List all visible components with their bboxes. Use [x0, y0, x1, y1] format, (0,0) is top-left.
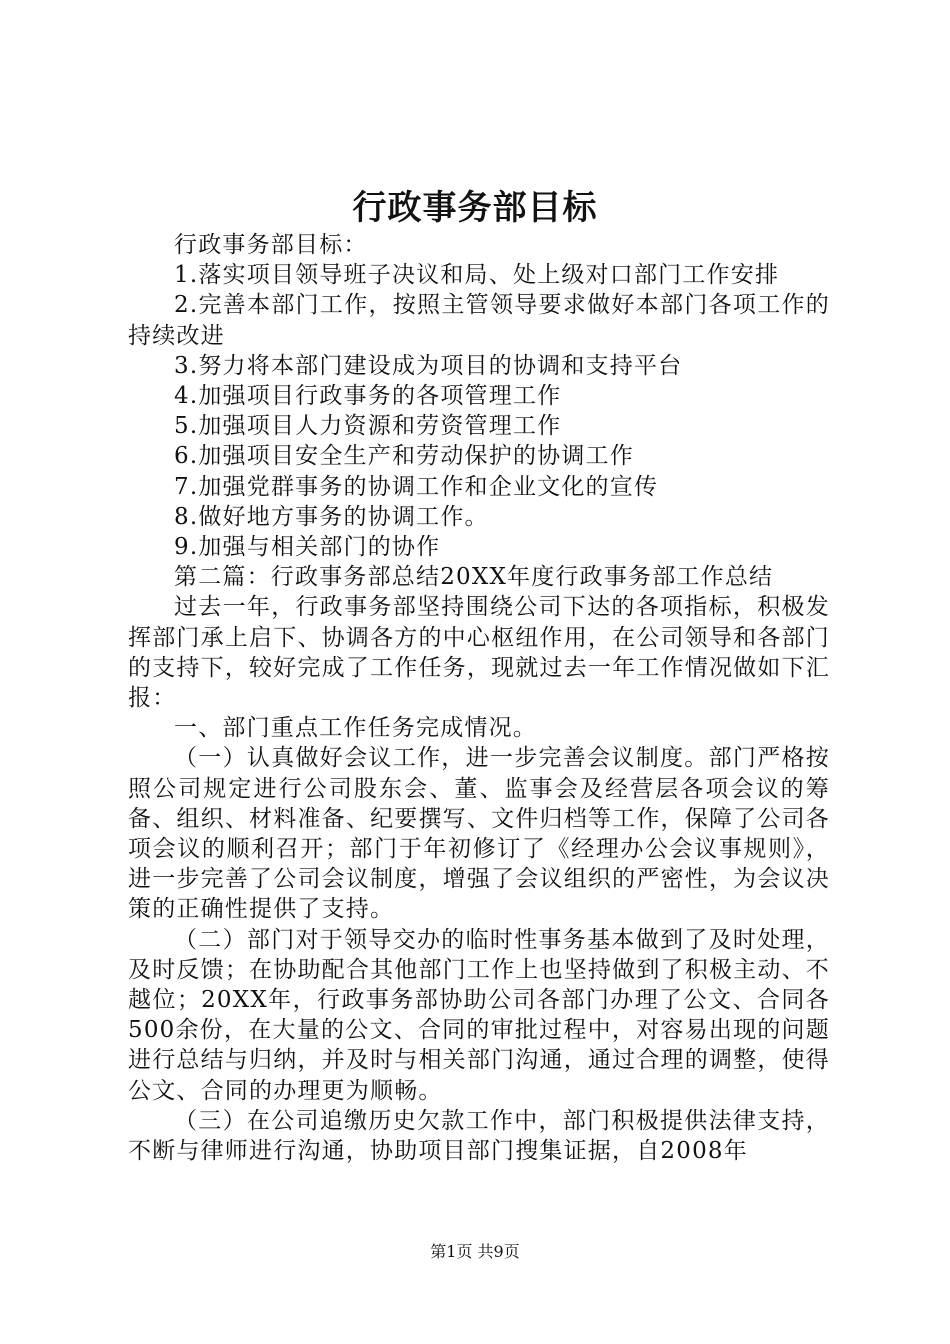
- paragraph: 5.加强项目人力资源和劳资管理工作: [174, 413, 562, 440]
- paragraph: 行政事务部目标：: [174, 232, 368, 258]
- paragraph: 一、部门重点工作任务完成情况。: [174, 715, 537, 742]
- paragraph: 3.努力将本部门建设成为项目的协调和支持平台: [174, 352, 683, 379]
- paragraph: 1.落实项目领导班子决议和局、处上级对口部门工作安排: [174, 262, 780, 289]
- paragraph: （二）部门对于领导交办的临时性事务基本做到了及时处理，及时反馈；在协助配合其他部门工作上也坚持做到了积极主动、不越位；20XX年，行政事务部协助公司各部门办理了公文、合同各500余份，在大量的公文、合同的审批过程中，对容易出现的问题进行总结与归纳，并及时与相关部门沟通，通过合理的调整，使得公文、合同的办理更为顺畅。: [128, 926, 830, 1104]
- paragraph: 6.加强项目安全生产和劳动保护的协调工作: [174, 443, 634, 470]
- paragraph: 4.加强项目行政事务的各项管理工作: [174, 383, 562, 410]
- document-body: [128, 230, 830, 1166]
- paragraph: （三）在公司追缴历史欠款工作中，部门积极提供法律支持，不断与律师进行沟通，协助项目部门搜集证据，自2008年: [128, 1107, 830, 1165]
- paragraph: 8.做好地方事务的协调工作。: [174, 503, 489, 530]
- paragraph: 过去一年，行政事务部坚持围绕公司下达的各项指标，积极发挥部门承上启下、协调各方的中心枢纽作用，在公司领导和各部门的支持下，较好完成了工作任务，现就过去一年工作情况做如下汇报：: [128, 594, 830, 712]
- paragraph: 2.完善本部门工作，按照主管领导要求做好本部门各项工作的持续改进: [128, 292, 830, 349]
- page-footer: 第1页 共9页: [430, 1242, 520, 1261]
- paragraph: 7.加强党群事务的协调工作和企业文化的宣传: [174, 473, 659, 500]
- paragraph: 9.加强与相关部门的协作: [174, 534, 441, 561]
- paragraph: 第二篇：行政事务部总结20XX年度行政事务部工作总结: [174, 564, 774, 591]
- paragraph: （一）认真做好会议工作，进一步完善会议制度。部门严格按照公司规定进行公司股东会、董、监事会及经营层各项会议的筹备、组织、材料准备、纪要撰写、文件归档等工作，保障了公司各项会议的顺利召开；部门于年初修订了《经理办公会议事规则》，进一步完善了公司会议制度，增强了会议组织的严密性，为会议决策的正确性提供了支持。: [128, 745, 830, 923]
- document-title: 行政事务部目标: [352, 188, 598, 228]
